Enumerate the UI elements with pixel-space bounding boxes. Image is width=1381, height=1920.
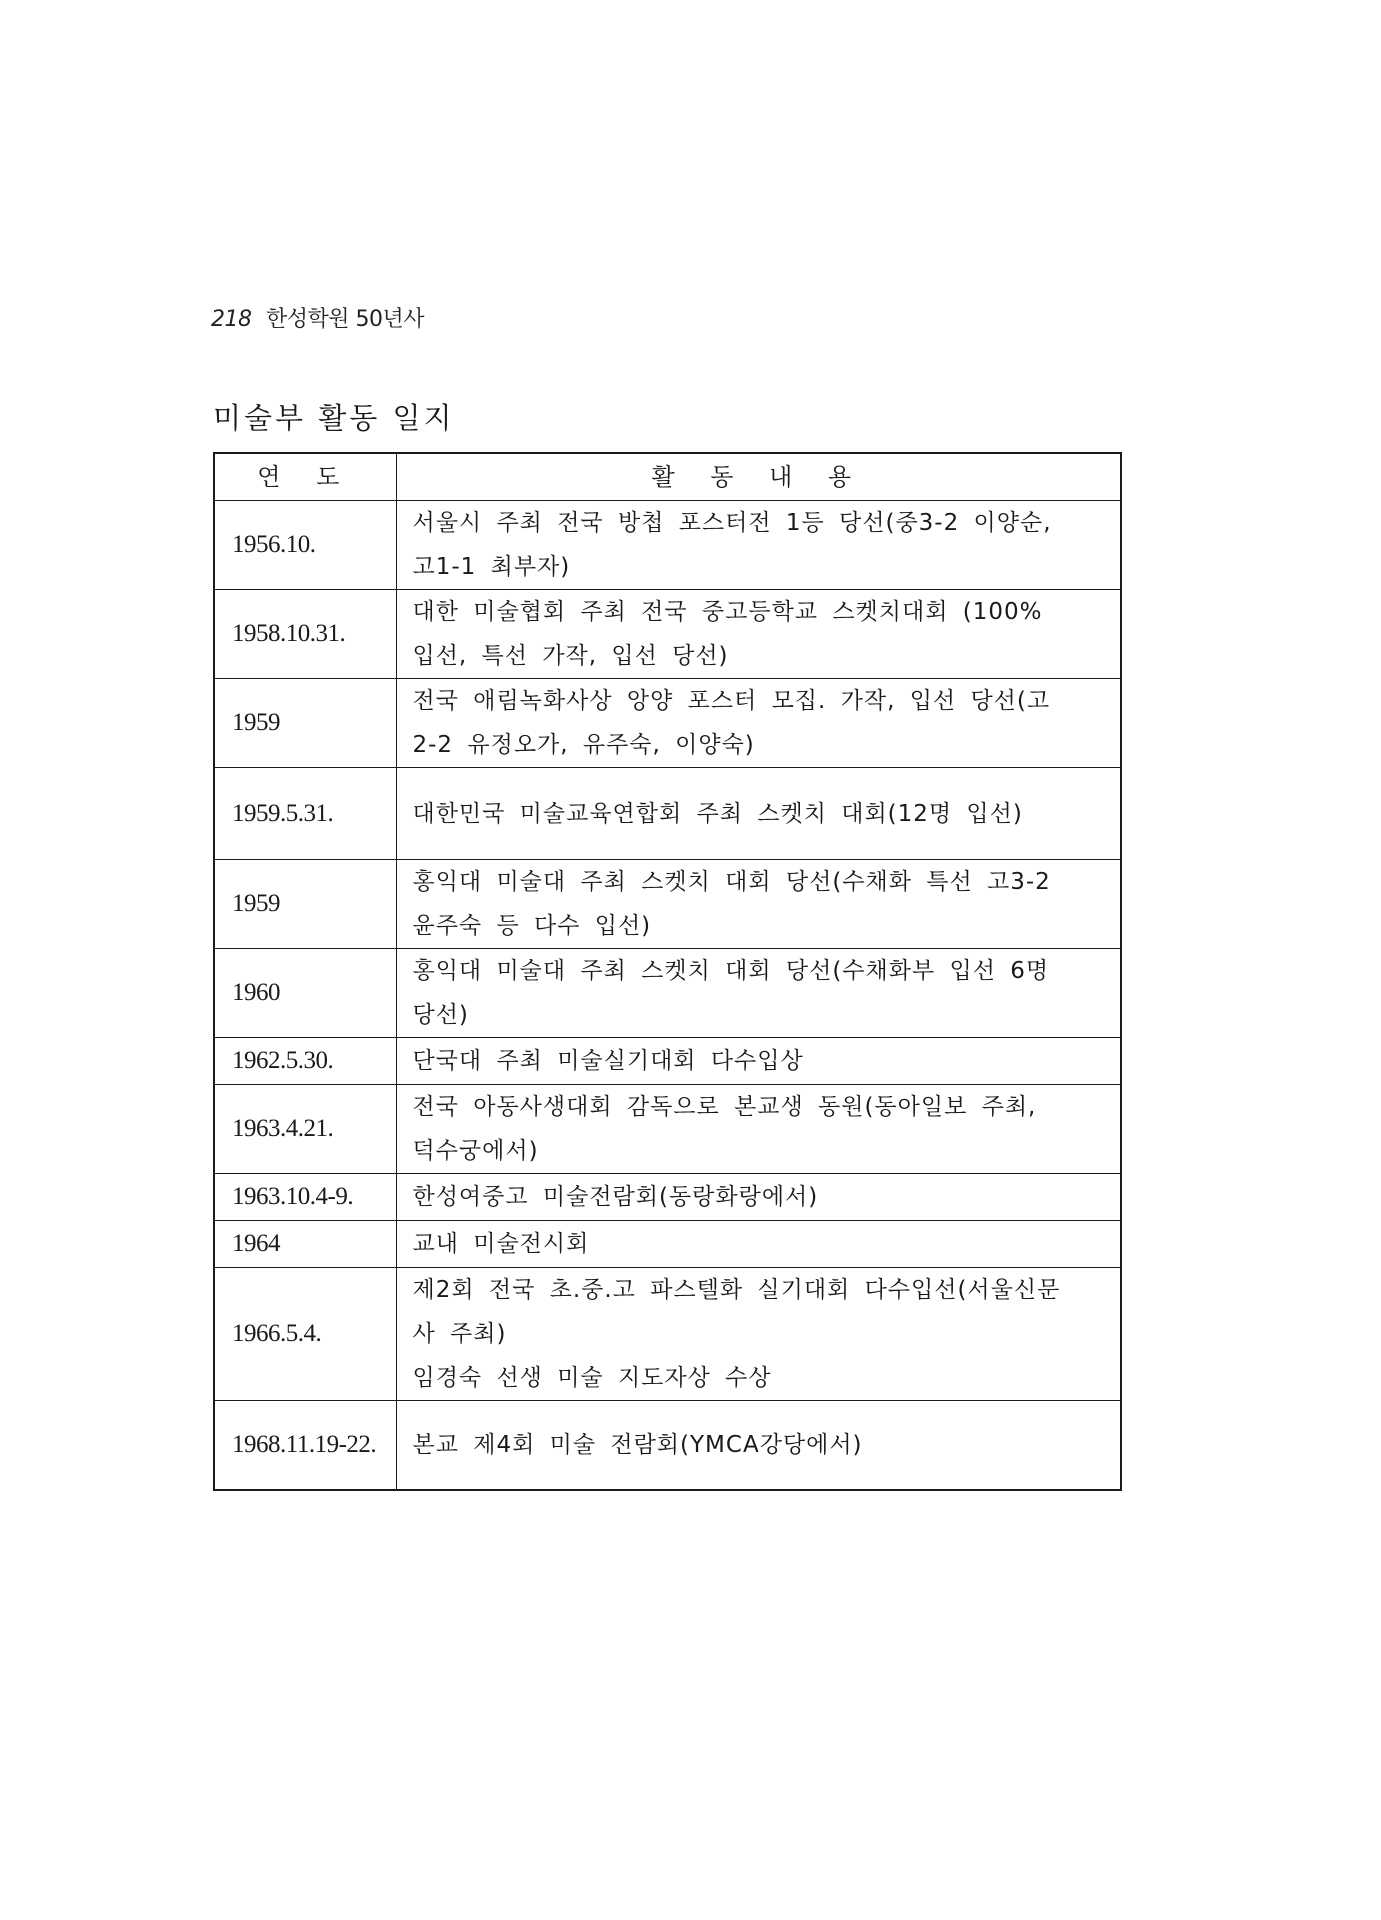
row-year: 1958.10.31.	[214, 590, 396, 679]
activity-line: 홍익대 미술대 주최 스켓치 대회 당선(수채화부 입선 6명	[412, 958, 1050, 984]
activity-line: 한성여중고 미술전람회(동랑화랑에서)	[412, 1184, 819, 1210]
activity-log-table	[213, 452, 1122, 1491]
table-body	[214, 501, 1121, 1490]
activity-line: 교내 미술전시회	[412, 1231, 590, 1257]
row-activity	[396, 768, 1121, 860]
activity-line: 당선)	[412, 1002, 469, 1028]
table-header-row	[214, 453, 1121, 501]
table-row	[214, 590, 1121, 679]
row-activity	[396, 1268, 1121, 1401]
table-row	[214, 1268, 1121, 1401]
activity-line: 본교 제4회 미술 전람회(YMCA강당에서)	[412, 1431, 863, 1458]
table-row	[214, 1038, 1121, 1085]
row-activity	[396, 1038, 1121, 1085]
row-year: 1959	[214, 679, 396, 768]
row-year: 1963.4.21.	[214, 1085, 396, 1174]
row-activity	[396, 1174, 1121, 1221]
row-activity	[396, 1401, 1121, 1490]
activity-line: 서울시 주최 전국 방첩 포스터전 1등 당선(중3-2 이양순,	[412, 510, 1052, 536]
table-row	[214, 1401, 1121, 1490]
row-activity	[396, 1085, 1121, 1174]
column-header-activity: 활 동 내 용	[396, 453, 1121, 501]
book-title: 한성학원 50년사	[266, 307, 424, 332]
row-year: 1968.11.19-22.	[214, 1401, 396, 1490]
row-activity	[396, 501, 1121, 590]
table-row	[214, 501, 1121, 590]
row-year: 1964	[214, 1221, 396, 1268]
running-header	[211, 302, 424, 333]
row-year: 1959.5.31.	[214, 768, 396, 860]
activity-line: 제2회 전국 초.중.고 파스텔화 실기대회 다수입선(서울신문	[412, 1277, 1061, 1303]
table-row	[214, 1085, 1121, 1174]
row-year: 1956.10.	[214, 501, 396, 590]
table-row	[214, 768, 1121, 860]
row-year: 1960	[214, 949, 396, 1038]
activity-line: 대한민국 미술교육연합회 주최 스켓치 대회(12명 입선)	[412, 800, 1023, 827]
table-row	[214, 1174, 1121, 1221]
row-activity	[396, 679, 1121, 768]
row-year: 1962.5.30.	[214, 1038, 396, 1085]
activity-line: 전국 애림녹화사상 앙양 포스터 모집. 가작, 입선 당선(고	[412, 688, 1051, 714]
row-activity	[396, 949, 1121, 1038]
activity-line: 입선, 특선 가작, 입선 당선)	[412, 643, 729, 669]
table-row	[214, 949, 1121, 1038]
page-number: 218	[211, 307, 252, 332]
activity-line: 사 주최)	[412, 1321, 507, 1347]
row-year: 1963.10.4-9.	[214, 1174, 396, 1221]
activity-line: 2-2 유정오가, 유주숙, 이양숙)	[412, 732, 755, 758]
activity-line: 전국 아동사생대회 감독으로 본교생 동원(동아일보 주최,	[412, 1094, 1037, 1120]
row-activity	[396, 860, 1121, 949]
section-title: 미술부 활동 일지	[213, 401, 455, 435]
column-header-year: 연 도	[214, 453, 396, 501]
activity-line: 대한 미술협회 주최 전국 중고등학교 스켓치대회 (100%	[412, 599, 1043, 625]
activity-line: 홍익대 미술대 주최 스켓치 대회 당선(수채화 특선 고3-2	[412, 869, 1051, 895]
row-year: 1959	[214, 860, 396, 949]
row-year: 1966.5.4.	[214, 1268, 396, 1401]
activity-line: 고1-1 최부자)	[412, 554, 571, 580]
table-row	[214, 860, 1121, 949]
activity-line: 단국대 주최 미술실기대회 다수입상	[412, 1048, 804, 1074]
table-row	[214, 679, 1121, 768]
activity-line: 덕수궁에서)	[412, 1138, 539, 1164]
activity-line: 임경숙 선생 미술 지도자상 수상	[412, 1365, 772, 1391]
row-activity	[396, 590, 1121, 679]
table-row	[214, 1221, 1121, 1268]
row-activity	[396, 1221, 1121, 1268]
activity-line: 윤주숙 등 다수 입선)	[412, 913, 652, 939]
